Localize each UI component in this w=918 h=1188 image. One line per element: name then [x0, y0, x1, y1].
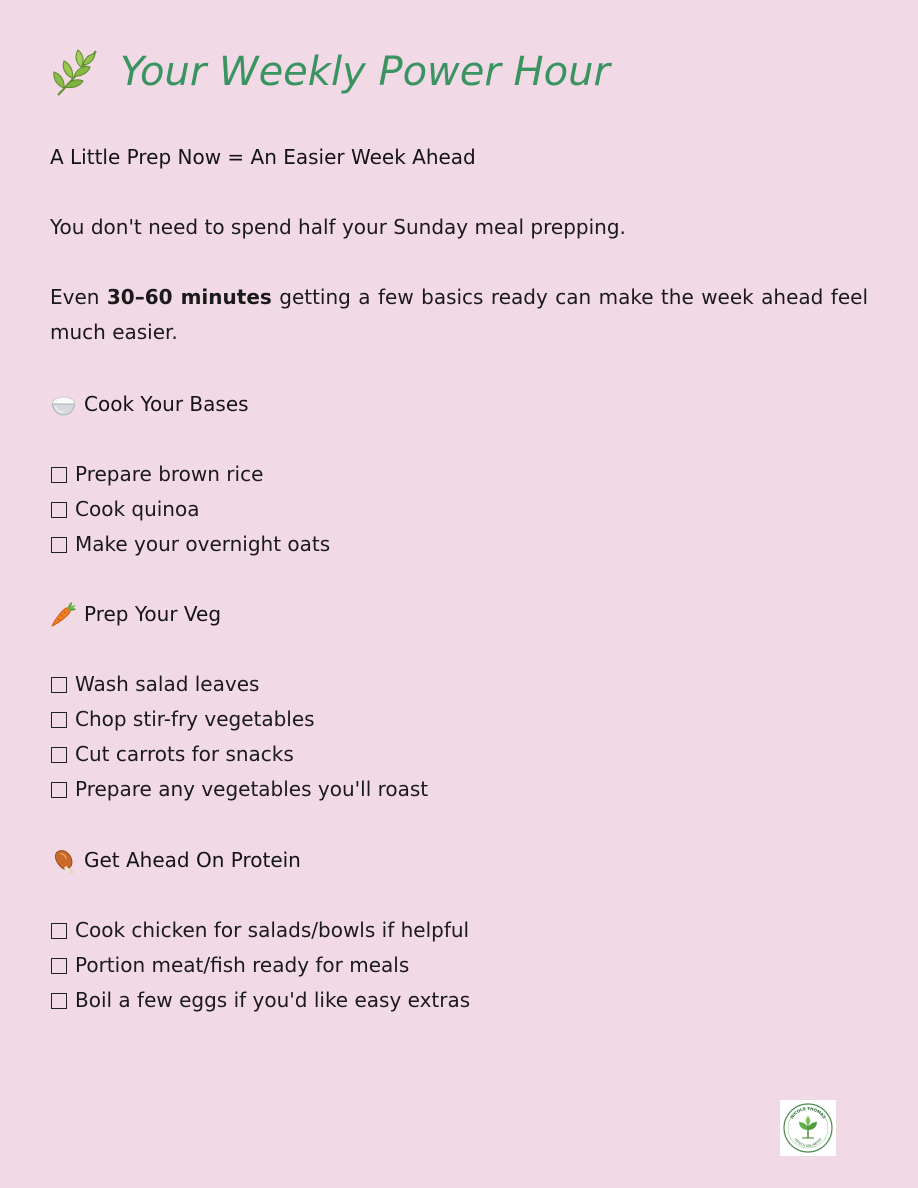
page-title-text: Your Weekly Power Hour — [120, 49, 610, 95]
checkbox-icon — [51, 993, 67, 1009]
list-item-label: Boil a few eggs if you'd like easy extras — [75, 988, 471, 1012]
checkbox-icon — [51, 958, 67, 974]
intro-text-after: getting a few basics ready can make the week ahead feel much easier. — [50, 285, 869, 344]
checkbox-icon — [51, 467, 67, 483]
intro-bold-duration: 30–60 minutes — [106, 285, 272, 309]
checkbox-icon — [51, 712, 67, 728]
list-item — [50, 702, 428, 737]
list-item — [50, 737, 428, 772]
intro-paragraph-2 — [50, 280, 868, 350]
checklist-protein — [50, 913, 470, 1018]
herb-icon — [50, 45, 104, 99]
section-heading-bases — [50, 389, 249, 419]
brand-seal-logo — [780, 1100, 836, 1156]
checkbox-icon — [51, 923, 67, 939]
list-item-label: Chop stir-fry vegetables — [75, 707, 315, 731]
list-item — [50, 983, 470, 1018]
list-item — [50, 913, 470, 948]
section-heading-text: Cook Your Bases — [84, 392, 249, 416]
list-item — [50, 948, 470, 983]
list-item — [50, 492, 330, 527]
list-item — [50, 457, 330, 492]
section-heading-text: Prep Your Veg — [84, 602, 222, 626]
page-title — [50, 44, 610, 100]
list-item-label: Portion meat/fish ready for meals — [75, 953, 410, 977]
section-heading-text: Get Ahead On Protein — [84, 848, 301, 872]
page-subtitle: A Little Prep Now = An Easier Week Ahead — [50, 145, 476, 169]
checkbox-icon — [51, 782, 67, 798]
list-item-label: Wash salad leaves — [75, 672, 260, 696]
list-item-label: Prepare any vegetables you'll roast — [75, 777, 429, 801]
checklist-bases — [50, 457, 330, 562]
checkbox-icon — [51, 677, 67, 693]
list-item — [50, 527, 330, 562]
list-item — [50, 667, 428, 702]
section-heading-veg — [50, 599, 221, 629]
intro-text-before: Even — [50, 285, 107, 309]
list-item-label: Cut carrots for snacks — [75, 742, 294, 766]
carrot-icon — [50, 601, 77, 628]
list-item — [50, 772, 428, 807]
chicken-leg-icon — [50, 847, 77, 874]
brand-logo — [780, 1100, 836, 1156]
list-item-label: Cook quinoa — [75, 497, 200, 521]
list-item-label: Prepare brown rice — [75, 462, 264, 486]
checkbox-icon — [51, 502, 67, 518]
intro-paragraph-1: You don't need to spend half your Sunday meal prepping. — [50, 215, 626, 239]
rice-bowl-icon — [50, 391, 77, 418]
logo-text-bottom: HEALTH UNLIMITED — [793, 1137, 823, 1149]
checkbox-icon — [51, 537, 67, 553]
list-item-label: Make your overnight oats — [75, 532, 331, 556]
logo-text-top: NICOLE THOMAS — [789, 1105, 827, 1120]
checklist-veg — [50, 667, 428, 807]
list-item-label: Cook chicken for salads/bowls if helpful — [75, 918, 470, 942]
section-heading-protein — [50, 845, 301, 875]
checkbox-icon — [51, 747, 67, 763]
